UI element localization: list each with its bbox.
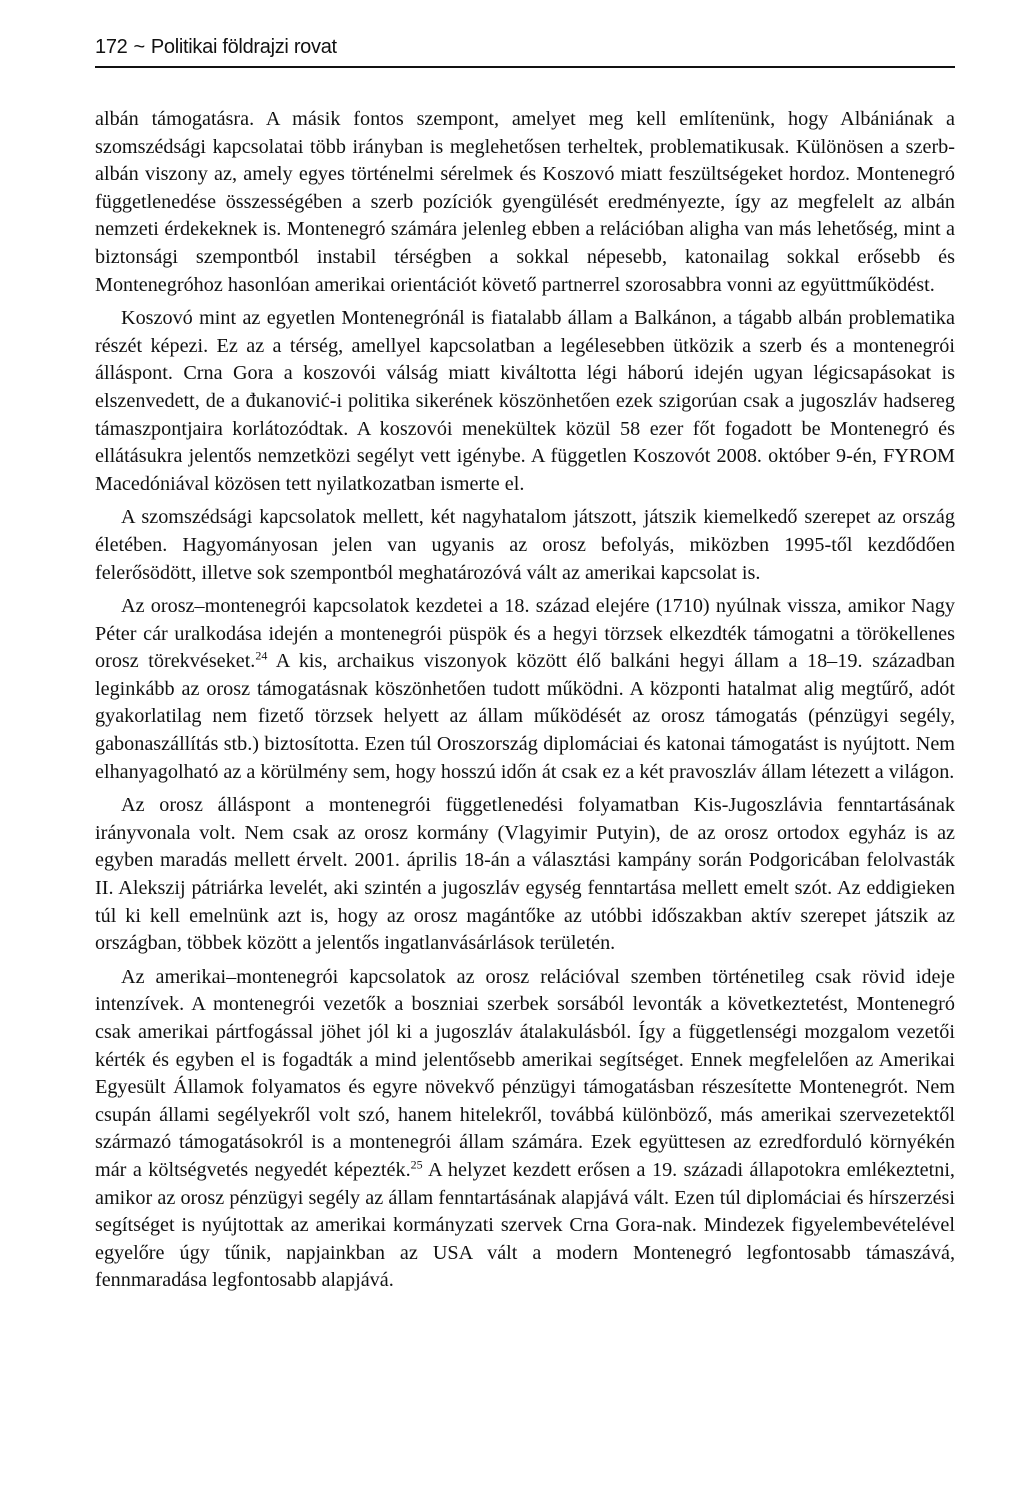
paragraph-2: Koszovó mint az egyetlen Montenegrónál is fiatalabb állam a Balkánon, a tágabb albán problematika részét képezi. Ez az a térség, amellyel kapcsolatban a legélesebben ütközik a szerb és a montenegrói álláspont. Crna Gora a koszovói válság miatt kiváltotta légi háború idején ugyan légicsapásokat is elszenvedett, de a đukanović-i politika sikerének köszönhetően ezek szigorúan csak a jugoszláv hadsereg támaszpontjaira korlátozódtak. A koszovói menekültek közül 58 ezer főt fogadott be Montenegró és ellátásukra jelentős nemzetközi segélyt vett igénybe. A független Koszovót 2008. október 9-én, FYROM Macedóniával közösen tett nyilatkozatban ismerte el.: [95, 307, 955, 495]
paragraph-6-text-b: A helyzet kezdett erősen a 19. századi állapotokra emlékeztetni, amikor az orosz pénzügyi segély az állam fenntartásának alapjává vált. Ezen túl diplomáciai és hírszerzési segítséget is nyújtottak az amerikai kormányzati szervek Crna Gora-nak. Mindezek figyelembevételével egyelőre úgy tűnik, napjainkban az USA vált a modern Montenegró legfontosabb támaszává, fennmaradása legfontosabb alapjává.: [95, 1158, 955, 1292]
section-title: Politikai földrajzi rovat: [150, 36, 337, 58]
book-page: [95, 34, 955, 1301]
paragraph-4-text-b: A kis, archaikus viszonyok között élő balkáni hegyi állam a 18–19. században leginkább az orosz támogatásnak köszönhetően tudott működni. A központi hatalmat alig megtűrő, adót gyakorlatilag nem fizető törzsek helyett az állam működését az orosz támogatás (pénzügyi segély, gabonaszállítás stb.) biztosította. Ezen túl Oroszország diplomáciai és katonai támogatást is nyújtott. Nem elhanyagolható az a körülmény sem, hogy hosszú időn át csak ez a két pravoszláv állam létezett a világon.: [95, 650, 956, 783]
body-text: [95, 106, 955, 1295]
paragraph-6-text-a: Az amerikai–montenegrói kapcsolatok az orosz relációval szemben történetileg csak rövid ideje intenzívek. A montenegrói vezetők a boszniai szerbek sorsából levonták a következtetést, Montenegró csak amerikai pártfogással jöhet jól ki a jugoszláv átalakulásból. Így a függetlenségi mozgalom vezetői kérték és egyben el is fogadták a mind jelentősebb amerikai segítséget. Ennek megfelelően az Amerikai Egyesült Államok folyamatos és egyre növekvő pénzügyi támogatásban részesítette Montenegrót. Nem csupán állami segélyekről volt szó, hanem hitelekről, továbbá különböző, más amerikai szervezetektől származó támogatásokról is a montenegrói állam számára. Ezek együttesen az ezredforduló környékén már a költségvetés negyedét képezték.: [95, 965, 955, 1181]
paragraph-1: albán támogatásra. A másik fontos szempont, amelyet meg kell említenünk, hogy Albániának a szomszédsági kapcsolatai több irányban is meglehetősen terheltek, problematikusak. Különösen a szerb-albán viszony az, amely egyes történelmi sérelmek és Koszovó miatt feszültségeket hordoz. Montenegró függetlenedése összességében a szerb pozíciók gyengülését eredményezte, így az megfelelt az albán nemzeti érdekeknek is. Montenegró számára jelenleg ebben a relációban aligha van más lehetőség, mint a biztonsági szempontból instabil térségben a sokkal népesebb, katonailag sokkal erősebb és Montenegróhoz hasonlóan amerikai orientációt követő partnerrel szorosabbra vonni az együttműködést.: [95, 108, 955, 296]
paragraph-6: [95, 964, 955, 1295]
paragraph-3: A szomszédsági kapcsolatok mellett, két nagyhatalom játszott, játszik kiemelkedő szerepet az ország életében. Hagyományosan jelen van ugyanis az orosz befolyás, miközben 1995-től kezdődően felerősödött, illetve sok szempontból meghatározóvá vált az amerikai kapcsolat is.: [95, 506, 955, 584]
footnote-ref-25: 25: [410, 1157, 423, 1172]
paragraph-4-text-a: Az orosz–montenegrói kapcsolatok kezdetei a 18. század elejére (1710) nyúlnak vissza, amikor Nagy Péter cár uralkodása idején a montenegrói püspök és a hegyi törzsek elkezdték támogatni a törökellenes orosz törekvéseket.: [95, 595, 955, 673]
paragraph-5: Az orosz álláspont a montenegrói függetlenedési folyamatban Kis-Jugoszlávia fenntartásának irányvonala volt. Nem csak az orosz kormány (Vlagyimir Putyin), de az orosz ortodox egyház is az egyben maradás mellett érvelt. 2001. április 18-án a választási kampány során Podgoricában felolvasták II. Alekszij pátriárka levelét, aki szintén a jugoszláv egység fenntartása mellett emelt szót. Az eddigieken túl ki kell emelnünk azt is, hogy az orosz magántőke az utóbbi időszakban aktív szerepet játszik az országban, többek között a jelentős ingatlanvásárlások területén.: [95, 794, 955, 955]
header-separator: ~: [133, 36, 145, 58]
page-number: 172: [95, 36, 128, 58]
paragraph-4: [95, 593, 955, 786]
running-head: [95, 34, 955, 68]
footnote-ref-24: 24: [255, 648, 268, 663]
